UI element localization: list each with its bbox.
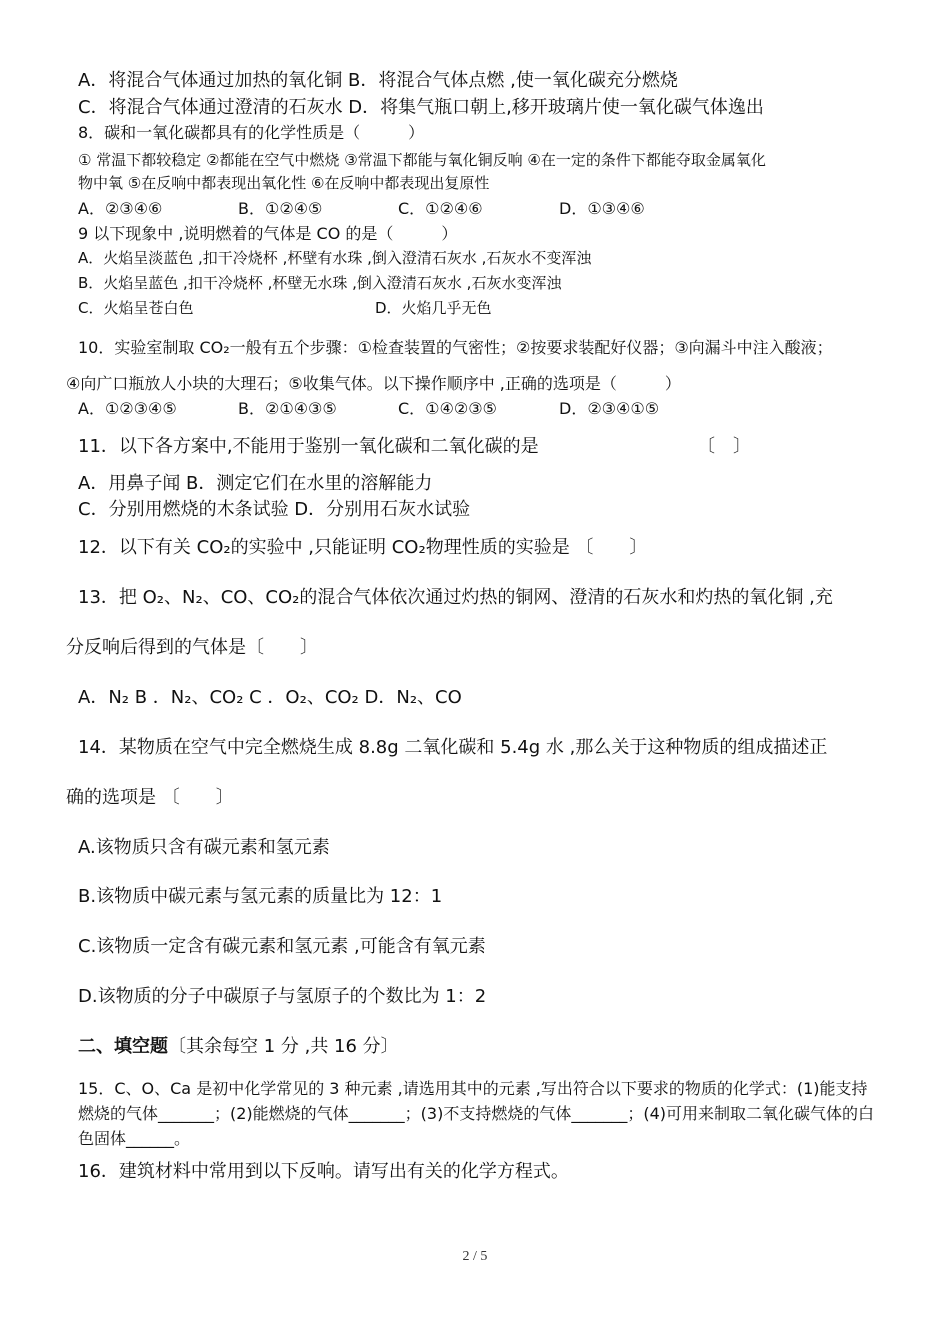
q14-option-a: A.该物质只含有碳元素和氢元素 bbox=[78, 837, 330, 858]
q14-option-b: B.该物质中碳元素与氢元素的质量比为 12：1 bbox=[78, 886, 443, 907]
q11-stem: 11．以下各方案中,不能用于鉴别一氧化碳和二氧化碳的是 bbox=[78, 436, 539, 457]
q8-option-c: C．①②④⑥ bbox=[398, 199, 483, 218]
q10-option-a: A．①②③④⑤ bbox=[78, 399, 177, 418]
q14-option-c: C.该物质一定含有碳元素和氢元素 ,可能含有氧元素 bbox=[78, 936, 486, 957]
q8-stem: 8．碳和一氧化碳都具有的化学性质是（ ） bbox=[78, 123, 425, 142]
q13-stem-2: 分反响后得到的气体是〔 〕 bbox=[66, 637, 318, 658]
q8-option-d: D．①③④⑥ bbox=[559, 199, 645, 218]
q11-options-ab: A．用鼻子闻 B．测定它们在水里的溶解能力 bbox=[78, 473, 433, 494]
q8-option-b: B．①②④⑤ bbox=[238, 199, 323, 218]
q10-stem-1: 10．实验室制取 CO₂一般有五个步骤：①检查装置的气密性；②按要求装配好仪器；③向漏斗中注入酸液； bbox=[78, 338, 833, 357]
q7-options-ab: A．将混合气体通过加热的氧化铜 B．将混合气体点燃 ,使一氧化碳充分燃烧 bbox=[78, 70, 678, 91]
q9-stem: 9 以下现象中 ,说明燃着的气体是 CO 的是（ ） bbox=[78, 224, 458, 243]
q10-option-d: D．②③④①⑤ bbox=[559, 399, 660, 418]
q7-options-cd: C．将混合气体通过澄清的石灰水 D．将集气瓶口朝上,移开玻璃片使一氧化碳气体逸出 bbox=[78, 97, 764, 118]
q9-option-b: B．火焰呈蓝色 ,扣干冷烧杯 ,杯壁无水珠 ,倒入澄清石灰水 ,石灰水变浑浊 bbox=[78, 274, 562, 292]
q9-option-a: A．火焰呈淡蓝色 ,扣干冷烧杯 ,杯壁有水珠 ,倒入澄清石灰水 ,石灰水不变浑浊 bbox=[78, 249, 592, 267]
q8-statements-2: 物中氧 ⑤在反响中都表现出氧化性 ⑥在反响中都表现出复原性 bbox=[78, 174, 490, 192]
q8-statements-1: ① 常温下都较稳定 ②都能在空气中燃烧 ③常温下都能与氧化铜反响 ④在一定的条件下都能夺取金属氧化 bbox=[78, 151, 766, 169]
q15-stem: 15．C、O、Ca 是初中化学常见的 3 种元素 ,请选用其中的元素 ,写出符合以下要求的物质的化学式：(1)能支持燃烧的气体_______；(2)能燃烧的气体_______；(3)不支持燃烧的气体_______；(4)可用来制取二氧化碳气体的白色固体______。 bbox=[78, 1079, 874, 1148]
q13-stem-1: 13．把 O₂、N₂、CO、CO₂的混合气体依次通过灼热的铜网、澄清的石灰水和灼热的氧化铜 ,充 bbox=[78, 587, 833, 608]
q11-options-cd: C．分别用燃烧的木条试验 D．分别用石灰水试验 bbox=[78, 499, 471, 520]
q8-option-a: A．②③④⑥ bbox=[78, 199, 163, 218]
page-number: 2 / 5 bbox=[462, 1249, 488, 1264]
section-2-note: 〔其余每空 1 分 ,共 16 分〕 bbox=[168, 1036, 399, 1057]
q9-option-c: C．火焰呈苍白色 bbox=[78, 299, 194, 317]
q14-stem-1: 14．某物质在空气中完全燃烧生成 8.8g 二氧化碳和 5.4g 水 ,那么关于这种物质的组成描述正 bbox=[78, 737, 828, 758]
q10-options bbox=[78, 401, 659, 417]
q8-options bbox=[78, 201, 645, 217]
q10-option-c: C．①④②③⑤ bbox=[398, 399, 497, 418]
q10-option-b: B．②①④③⑤ bbox=[238, 399, 337, 418]
q10-stem-2: ④向广口瓶放人小块的大理石；⑤收集气体。以下操作顺序中 ,正确的选项是（ ） bbox=[66, 374, 681, 393]
q14-stem-2: 确的选项是 〔 〕 bbox=[66, 787, 234, 808]
q11-answer-bracket: 〔 〕 bbox=[697, 436, 751, 457]
q14-option-d: D.该物质的分子中碳原子与氢原子的个数比为 1：2 bbox=[78, 986, 487, 1007]
section-2-heading bbox=[78, 1038, 399, 1056]
q12-stem: 12．以下有关 CO₂的实验中 ,只能证明 CO₂物理性质的实验是 〔 〕 bbox=[78, 537, 648, 558]
q9-option-d: D．火焰几乎无色 bbox=[375, 299, 492, 317]
section-2-title: 二、填空题 bbox=[78, 1036, 168, 1057]
q13-options: A．N₂ B ．N₂、CO₂ C ．O₂、CO₂ D．N₂、CO bbox=[78, 687, 462, 708]
q16-stem: 16．建筑材料中常用到以下反响。请写出有关的化学方程式。 bbox=[78, 1161, 569, 1182]
